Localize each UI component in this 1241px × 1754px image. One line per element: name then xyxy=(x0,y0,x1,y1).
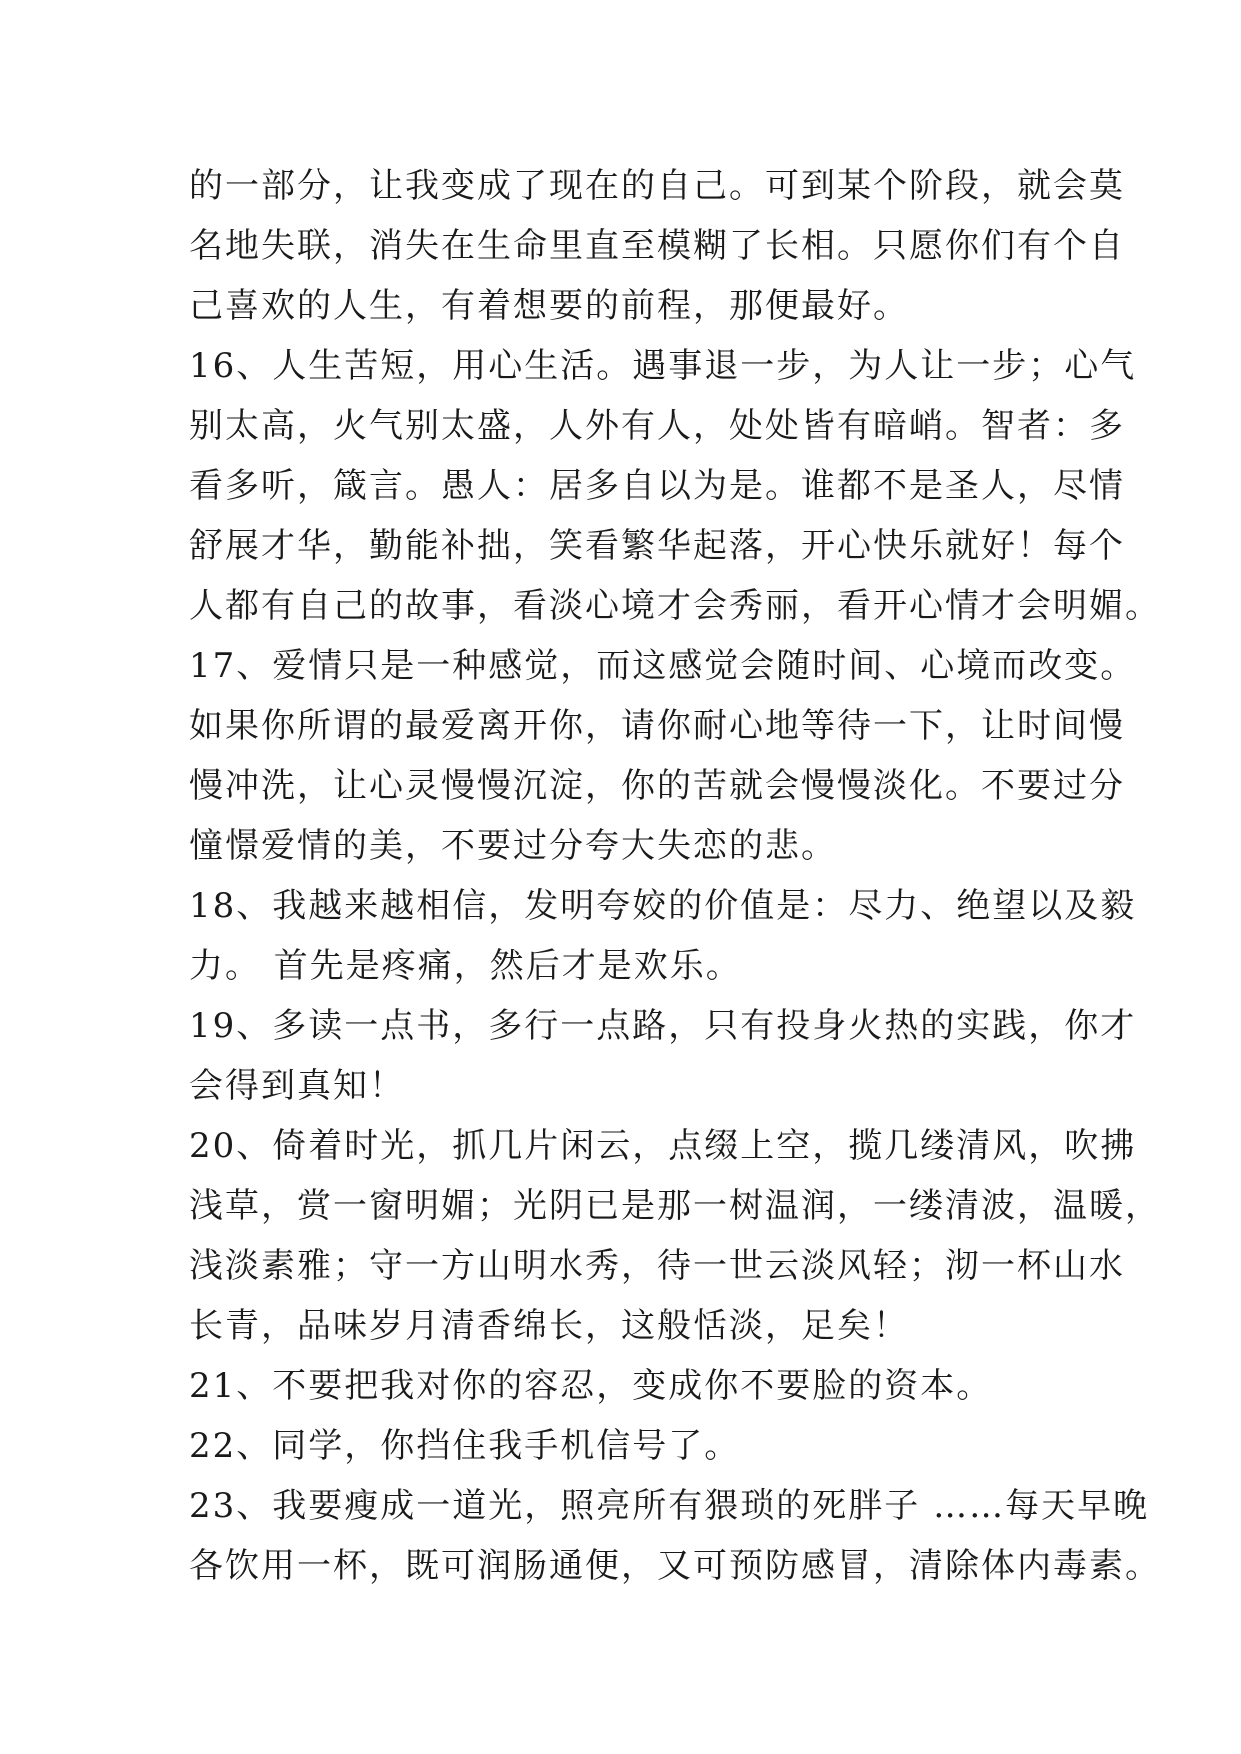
text-line: 17、爱情只是一种感觉，而这感觉会随时间、心境而改变。 xyxy=(189,646,1137,686)
text-line: 看多听，箴言。愚人：居多自以为是。谁都不是圣人，尽情 xyxy=(189,466,1125,506)
body-text xyxy=(189,156,1161,1596)
text-line: 19、多读一点书，多行一点路，只有投身火热的实践，你才 xyxy=(189,1006,1137,1046)
text-line: 别太高，火气别太盛，人外有人，处处皆有暗峭。智者：多 xyxy=(189,406,1125,446)
text-line: 23、我要瘦成一道光，照亮所有猥琐的死胖子 ……每天早晚 xyxy=(189,1486,1150,1526)
text-line: 人都有自己的故事，看淡心境才会秀丽，看开心情才会明媚。 xyxy=(189,586,1161,626)
text-line: 16、人生苦短，用心生活。遇事退一步，为人让一步；心气 xyxy=(189,346,1137,386)
text-line: 21、不要把我对你的容忍，变成你不要脸的资本。 xyxy=(189,1366,993,1406)
text-line: 长青，品味岁月清香绵长，这般恬淡，足矣！ xyxy=(189,1306,909,1346)
text-line: 浅淡素雅；守一方山明水秀，待一世云淡风轻；沏一杯山水 xyxy=(189,1246,1125,1286)
text-line: 舒展才华，勤能补拙，笑看繁华起落，开心快乐就好！每个 xyxy=(189,526,1125,566)
text-line: 22、同学，你挡住我手机信号了。 xyxy=(189,1426,741,1466)
text-line: 18、我越来越相信，发明夸姣的价值是：尽力、绝望以及毅 xyxy=(189,886,1137,926)
text-line: 名地失联，消失在生命里直至模糊了长相。只愿你们有个自 xyxy=(189,226,1125,266)
text-line: 会得到真知！ xyxy=(189,1066,405,1106)
text-line: 憧憬爱情的美，不要过分夸大失恋的悲。 xyxy=(189,826,837,866)
text-line: 如果你所谓的最爱离开你，请你耐心地等待一下，让时间慢 xyxy=(189,706,1125,746)
text-line: 20、倚着时光，抓几片闲云，点缀上空，揽几缕清风，吹拂 xyxy=(189,1126,1137,1166)
text-line: 浅草，赏一窗明媚；光阴已是那一树温润，一缕清波，温暖， xyxy=(189,1186,1161,1226)
text-line: 慢冲洗，让心灵慢慢沉淀，你的苦就会慢慢淡化。不要过分 xyxy=(189,766,1125,806)
text-line: 各饮用一杯，既可润肠通便，又可预防感冒，清除体内毒素。 xyxy=(189,1546,1161,1586)
text-line: 的一部分，让我变成了现在的自己。可到某个阶段，就会莫 xyxy=(189,166,1125,206)
text-line: 力。 首先是疼痛，然后才是欢乐。 xyxy=(189,946,742,986)
text-line: 己喜欢的人生，有着想要的前程，那便最好。 xyxy=(189,286,909,326)
